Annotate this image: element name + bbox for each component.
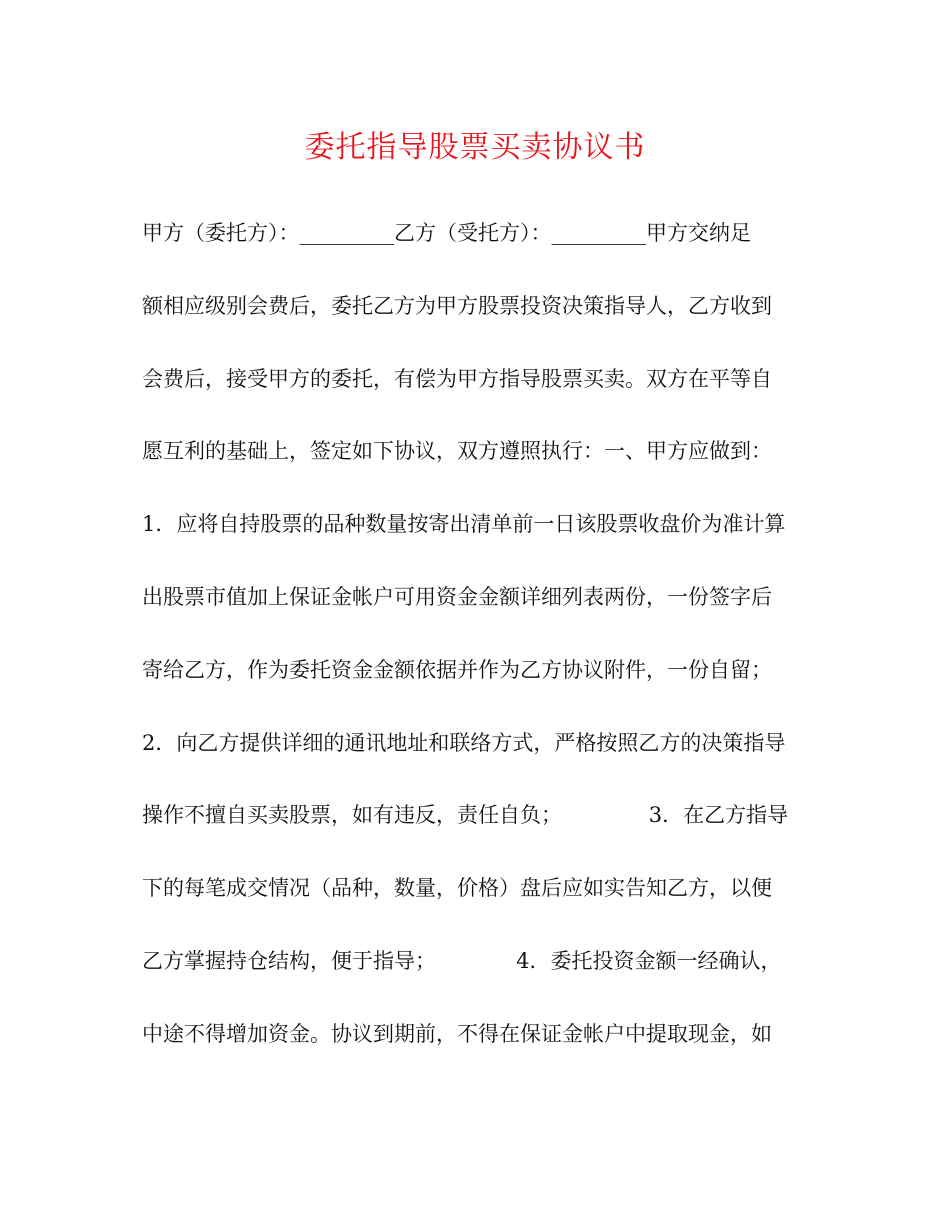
body-line: 愿互利的基础上，签定如下协议，双方遵照执行：一、甲方应做到： [142,439,772,464]
body-line: 操作不擅自买卖股票，如有违反，责任自负； 3．在乙方指导 [142,803,789,828]
body-line: 乙方掌握持仓结构，便于指导； 4．委托投资金额一经确认， [142,948,782,973]
document-body [142,210,812,1084]
body-line: 寄给乙方，作为委托资金金额依据并作为乙方协议附件，一份自留； [142,657,772,682]
body-line: 1．应将自持股票的品种数量按寄出清单前一日该股票收盘价为准计算 [142,512,786,537]
document-title: 委托指导股票买卖协议书 [304,130,646,165]
body-line: 额相应级别会费后，委托乙方为甲方股票投资决策指导人，乙方收到 [142,293,772,318]
body-line: 2．向乙方提供详细的通讯地址和联络方式，严格按照乙方的决策指导 [142,730,786,755]
body-line: 出股票市值加上保证金帐户可用资金金额详细列表两份，一份签字后 [142,584,772,609]
body-line: 中途不得增加资金。协议到期前，不得在保证金帐户中提取现金，如 [142,1021,772,1046]
body-line: 甲方（委托方）：_________乙方（受托方）：_________甲方交纳足 [142,221,751,245]
body-line: 会费后，接受甲方的委托，有偿为甲方指导股票买卖。双方在平等自 [142,366,772,391]
body-line: 下的每笔成交情况（品种，数量，价格）盘后应如实告知乙方，以便 [142,876,772,901]
